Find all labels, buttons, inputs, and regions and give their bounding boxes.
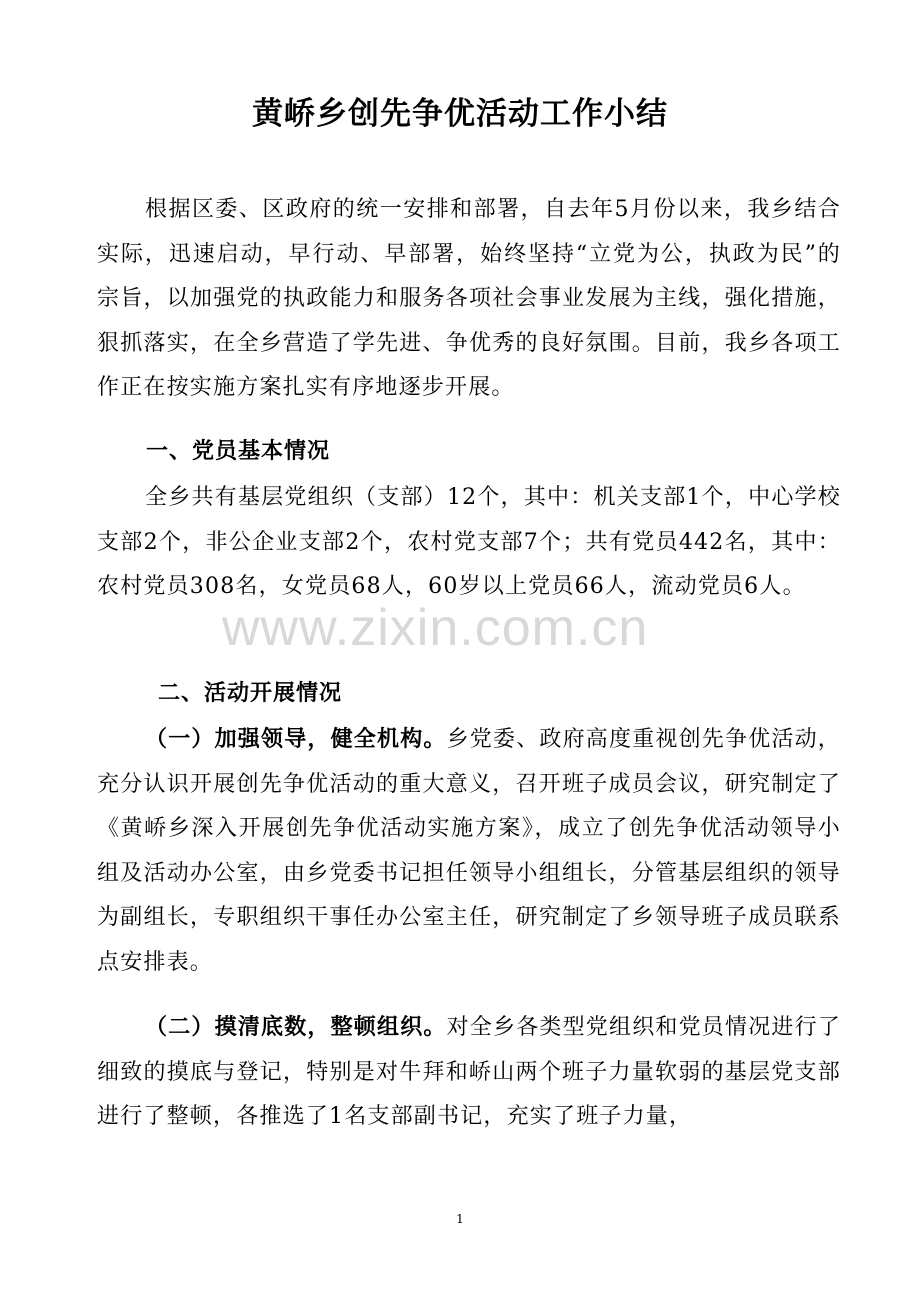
- document-title: 黄峤乡创先争优活动工作小结: [252, 96, 668, 132]
- item-text-organization: 对全乡各类型党组织和党员情况进行了细致的摸底与登记，特别是对牛拜和峤山两个班子力量软弱的基层党支部进行了整顿，各推选了1名支部副书记，充实了班子力量，: [97, 1015, 842, 1129]
- item-lead-leadership: （一）加强领导，健全机构。: [145, 727, 447, 752]
- watermark: www.zixin.com.cn: [222, 599, 649, 657]
- activity-item-leadership: [97, 718, 841, 985]
- page-number: 1: [456, 1212, 464, 1226]
- section-heading-activities: 二、活动开展情况: [158, 681, 343, 706]
- item-lead-organization: （二）摸清底数，整顿组织。: [145, 1015, 447, 1040]
- section-heading-members: 一、党员基本情况: [146, 439, 331, 464]
- members-paragraph: 全乡共有基层党组织（支部）12个，其中：机关支部1个，中心学校支部2个，非公企业支部2个，农村党支部7个；共有党员442名，其中：农村党员308名，女党员68人，60岁以上党员66人，流动党员6人。: [97, 485, 841, 599]
- item-text-leadership: 乡党委、政府高度重视创先争优活动，充分认识开展创先争优活动的重大意义，召开班子成员会议，研究制定了《黄峤乡深入开展创先争优活动实施方案》，成立了创先争优活动领导小组及活动办公室，由乡党委书记担任领导小组组长，分管基层组织的领导为副组长，专职组织干事任办公室主任，研究制定了乡领导班子成员联系点安排表。: [97, 727, 842, 975]
- intro-paragraph: 根据区委、区政府的统一安排和部署，自去年5月份以来，我乡结合实际，迅速启动，早行动、早部署，始终坚持“立党为公，执政为民”的宗旨，以加强党的执政能力和服务各项社会事业发展为主线，强化措施，狠抓落实，在全乡营造了学先进、争优秀的良好氛围。目前，我乡各项工作正在按实施方案扎实有序地逐步开展。: [97, 197, 841, 400]
- activity-item-organization: [97, 1006, 841, 1140]
